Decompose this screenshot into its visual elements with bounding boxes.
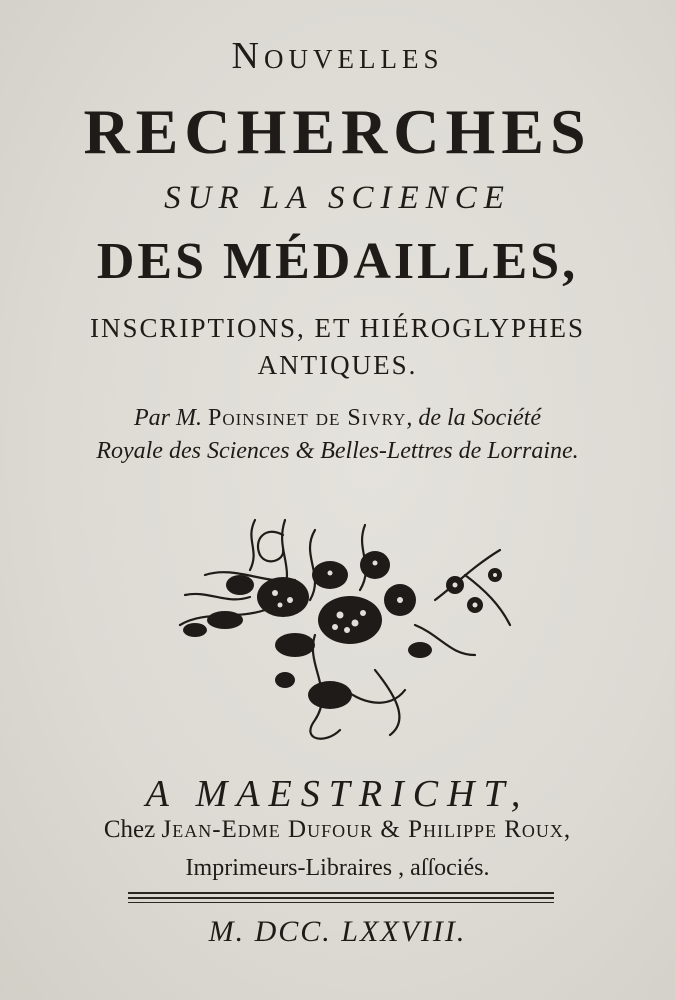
divider-rule-middle — [128, 897, 554, 899]
title-line-nouvelles: Nouvelles — [231, 35, 444, 77]
author-prefix: Par M. — [134, 405, 208, 431]
publisher-names: Jean-Edme Dufour & Philippe Roux, — [161, 816, 572, 843]
floral-vignette-icon — [165, 505, 520, 745]
publisher-line — [0, 816, 675, 844]
printers-line: Imprimeurs-Libraires , aſſociés. — [185, 855, 490, 881]
title-line-des-medailles: DES MÉDAILLES, — [96, 233, 579, 290]
publisher-prefix: Chez — [103, 816, 162, 843]
title-line-inscriptions: INSCRIPTIONS, ET HIÉROGLYPHES — [89, 313, 586, 343]
title-line-antiques: ANTIQUES. — [257, 350, 418, 380]
author-name: Poinsinet de Sivry — [208, 405, 407, 431]
title-line-sur-la-science: SUR LA SCIENCE — [164, 180, 511, 216]
author-line — [0, 405, 675, 432]
title-line-recherches: RECHERCHES — [83, 96, 592, 167]
date-line: M. DCC. LXXVIII. — [208, 915, 467, 948]
divider-rule-bottom — [128, 902, 554, 903]
place-line: A MAESTRICHT, — [145, 773, 530, 815]
author-suffix: , de la Société — [406, 405, 541, 431]
divider-rule-top — [128, 892, 554, 894]
society-line: Royale des Sciences & Belles-Lettres de Lorraine. — [96, 438, 579, 464]
